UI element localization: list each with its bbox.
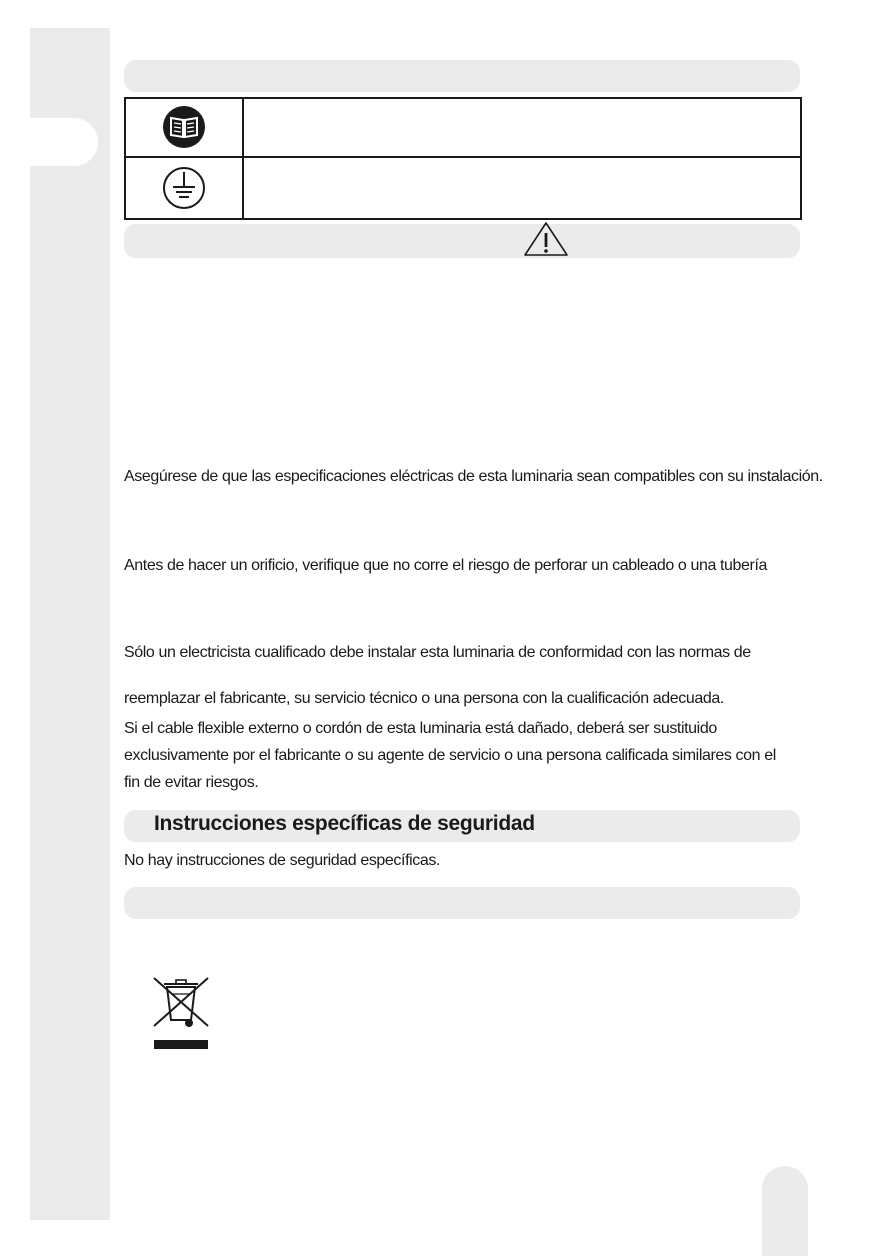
symbol-cell — [126, 158, 244, 218]
symbol-row-manual — [126, 99, 800, 158]
symbol-row-ground — [126, 158, 800, 218]
cable-line: Si el cable flexible externo o cordón de esta luminaria está dañado, deberá ser sustituido — [124, 720, 717, 737]
page-number-tab — [762, 1166, 808, 1256]
section-bar-warning — [124, 224, 800, 258]
side-strip — [30, 28, 110, 1220]
side-tab — [30, 118, 98, 166]
symbol-cell — [126, 99, 244, 156]
section-bar-disposal — [124, 887, 800, 919]
section-title: Instrucciones específicas de seguridad — [154, 812, 535, 835]
paragraph-electrical-spec: Asegúrese de que las especificaciones eléctricas de esta luminaria sean compatibles con su instalación. — [124, 468, 823, 485]
protective-earth-icon — [162, 166, 206, 210]
section-bar-specific — [124, 810, 800, 842]
cable-line: fin de evitar riesgos. — [124, 774, 259, 791]
crossed-out-wheelie-bin-icon — [150, 974, 212, 1050]
warning-triangle-icon — [523, 221, 569, 257]
symbol-table — [124, 97, 802, 220]
paragraph-specific: No hay instrucciones de seguridad específicas. — [124, 852, 441, 869]
cable-line: exclusivamente por el fabricante o su agente de servicio o una persona calificada similares con el — [124, 747, 776, 764]
paragraph-electrician: Sólo un electricista cualificado debe instalar esta luminaria de conformidad con las normas de — [124, 644, 751, 661]
paragraph-drilling: Antes de hacer un orificio, verifique que no corre el riesgo de perforar un cableado o una tubería — [124, 557, 768, 574]
read-manual-icon — [162, 105, 206, 149]
cable-line: reemplazar el fabricante, su servicio técnico o una persona con la cualificación adecuada. — [124, 690, 724, 707]
section-bar-symbols — [124, 60, 800, 92]
